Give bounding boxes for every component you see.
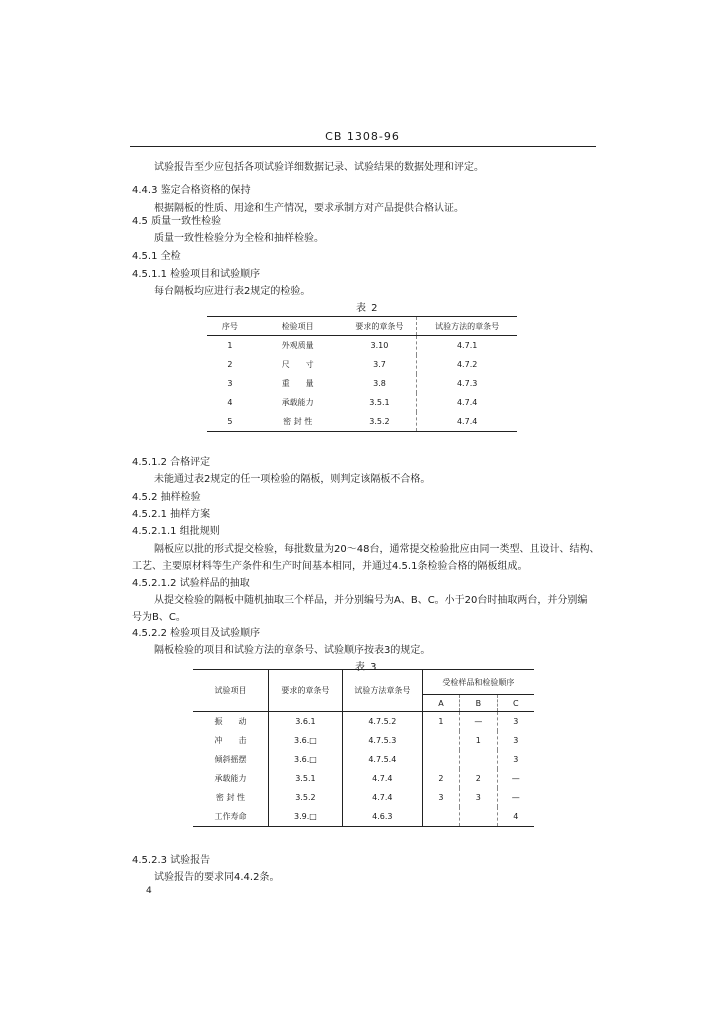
table-cell: 4.7.1 (417, 336, 517, 356)
table-cell: — (497, 769, 534, 788)
table-cell (460, 807, 497, 827)
paragraph: 每台隔板均应进行表2规定的检验。 (154, 286, 311, 297)
table-cell: 3 (227, 379, 233, 388)
header-rule (130, 146, 596, 147)
table-cell: 密 封 性 (215, 793, 245, 802)
table-cell: 工作寿命 (214, 812, 247, 821)
table-cell: 4.7.5.3 (342, 731, 422, 750)
table-row (193, 750, 534, 769)
table-cell: 4.7.4 (342, 788, 422, 807)
table-cell: 3.6.□ (268, 750, 342, 769)
table-cell: 尺 寸 (281, 360, 314, 369)
table-cell: 3.8 (373, 379, 386, 388)
table-row (193, 788, 534, 807)
section-heading-4-5: 4.5 质量一致性检验 (132, 216, 222, 227)
table-cell: 承载能力 (281, 398, 314, 407)
table-3-caption: 表 3 (355, 662, 378, 673)
column-header: B (460, 695, 497, 712)
column-header: 试验项目 (193, 670, 268, 712)
table-cell: 5 (227, 417, 233, 426)
table-row (193, 712, 534, 732)
table-cell: 4.6.3 (342, 807, 422, 827)
table-cell: 3.5.1 (268, 769, 342, 788)
table-cell: 外观质量 (281, 341, 314, 350)
table-2 (207, 316, 517, 432)
column-header: 试验方法章条号 (342, 670, 422, 712)
section-heading-4-5-2-1-1: 4.5.2.1.1 组批规则 (132, 526, 220, 537)
table-cell: 3.7 (373, 360, 386, 369)
table-cell: 3 (460, 788, 497, 807)
column-header: 序号 (207, 317, 253, 336)
table-cell: — (460, 712, 497, 732)
paragraph: 从提交检验的隔板中随机抽取三个样品，并分别编号为A、B、C。小于20台时抽取两台，并分别编 (154, 595, 588, 606)
table-cell: 振 动 (214, 717, 247, 726)
table-cell: — (497, 788, 534, 807)
table-cell: 1 (227, 341, 233, 350)
section-heading-4-5-1-2: 4.5.1.2 合格评定 (132, 457, 211, 468)
table-cell: 1 (422, 712, 459, 732)
table-cell (460, 750, 497, 769)
paragraph: 隔板应以批的形式提交检验，每批数量为20～48台，通常提交检验批应由同一类型、且设计、结构、 (154, 544, 600, 555)
section-heading-4-5-1: 4.5.1 全检 (132, 251, 181, 262)
section-heading-4-5-2-3: 4.5.2.3 试验报告 (132, 855, 211, 866)
paragraph: 号为B、C。 (132, 612, 186, 623)
table-row (207, 412, 517, 432)
section-heading-4-5-2: 4.5.2 抽样检验 (132, 492, 201, 503)
table-cell: 4.7.4 (417, 412, 517, 432)
table-3 (193, 669, 534, 827)
table-row (207, 374, 517, 393)
table-cell: 3 (497, 731, 534, 750)
table-header-row (193, 670, 534, 695)
table-cell: 3.10 (370, 341, 389, 350)
table-cell: 3.6.1 (268, 712, 342, 732)
table-cell: 3.5.2 (369, 417, 390, 426)
table-cell: 倾斜摇摆 (214, 755, 247, 764)
table-row (207, 393, 517, 412)
table-cell: 3.5.2 (268, 788, 342, 807)
table-cell (422, 807, 459, 827)
paragraph: 试验报告的要求同4.4.2条。 (154, 872, 280, 883)
table-cell: 冲 击 (214, 736, 247, 745)
table-cell: 2 (227, 360, 233, 369)
paragraph: 未能通过表2规定的任一项检验的隔板，则判定该隔板不合格。 (154, 474, 431, 485)
table-cell: 3 (497, 712, 534, 732)
column-header: 要求的章条号 (343, 317, 417, 336)
table-cell: 4.7.5.2 (342, 712, 422, 732)
table-cell: 密 封 性 (283, 417, 313, 426)
column-header: A (422, 695, 459, 712)
table-cell: 4.7.4 (342, 769, 422, 788)
table-2-caption: 表 2 (356, 303, 379, 314)
page-number: 4 (146, 886, 152, 896)
table-cell: 4.7.5.4 (342, 750, 422, 769)
column-header: 要求的章条号 (268, 670, 342, 712)
table-cell: 3.6.□ (268, 731, 342, 750)
table-cell: 2 (460, 769, 497, 788)
table-cell: 4 (497, 807, 534, 827)
table-row (193, 769, 534, 788)
section-heading-4-4-3: 4.4.3 鉴定合格资格的保持 (132, 185, 251, 196)
table-header-row (207, 317, 517, 336)
column-header: C (497, 695, 534, 712)
table-cell: 2 (422, 769, 459, 788)
table-cell: 4.7.2 (417, 355, 517, 374)
paragraph: 试验报告至少应包括各项试验详细数据记录、试验结果的数据处理和评定。 (154, 162, 484, 173)
table-row (207, 355, 517, 374)
column-header: 检验项目 (253, 317, 343, 336)
table-cell: 3.9.□ (268, 807, 342, 827)
table-cell: 4 (227, 398, 233, 407)
standard-code-header: CB 1308-96 (325, 130, 400, 143)
section-heading-4-5-2-1: 4.5.2.1 抽样方案 (132, 509, 211, 520)
table-cell: 3 (497, 750, 534, 769)
table-cell: 3.5.1 (369, 398, 390, 407)
table-cell: 4.7.4 (417, 393, 517, 412)
section-heading-4-5-2-1-2: 4.5.2.1.2 试验样品的抽取 (132, 578, 250, 589)
section-heading-4-5-1-1: 4.5.1.1 检验项目和试验顺序 (132, 269, 261, 280)
table-cell (422, 750, 459, 769)
table-cell: 4.7.3 (417, 374, 517, 393)
table-cell: 重 量 (281, 379, 314, 388)
column-header: 试验方法的章条号 (417, 317, 517, 336)
paragraph: 工艺、主要原材料等生产条件和生产时间基本相同，并通过4.5.1条检验合格的隔板组成。 (132, 561, 528, 572)
table-row (193, 731, 534, 750)
paragraph: 质量一致性检验分为全检和抽样检验。 (154, 233, 324, 244)
paragraph: 隔板检验的项目和试验方法的章条号、试验顺序按表3的规定。 (154, 645, 431, 656)
column-header-group: 受检样品和检验顺序 (422, 670, 534, 695)
table-row (207, 336, 517, 356)
paragraph: 根据隔板的性质、用途和生产情况，要求承制方对产品提供合格认证。 (154, 203, 464, 214)
table-cell: 承载能力 (214, 774, 247, 783)
table-cell: 1 (460, 731, 497, 750)
table-cell: 3 (422, 788, 459, 807)
table-cell (422, 731, 459, 750)
section-heading-4-5-2-2: 4.5.2.2 检验项目及试验顺序 (132, 628, 261, 639)
table-row (193, 807, 534, 827)
